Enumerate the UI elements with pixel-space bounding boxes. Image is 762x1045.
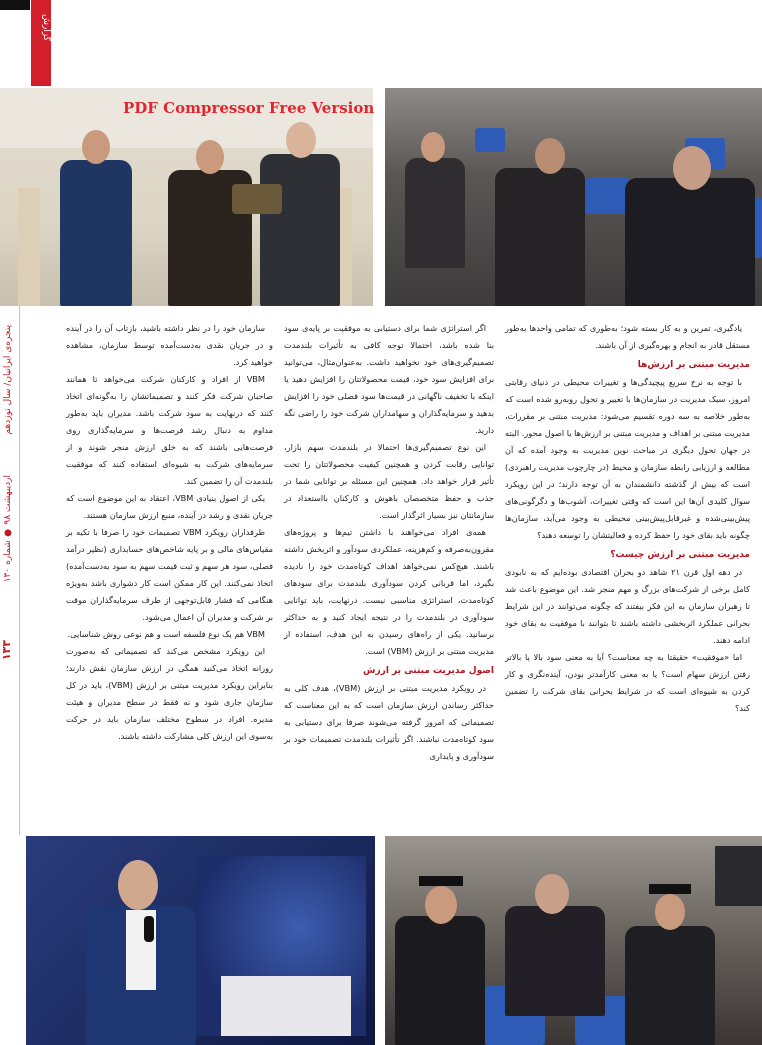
paragraph: در رویکرد مدیریت مبتنی بر ارزش (VBM)، هدف کلی به حداکثر رساندن ارزش سازمان است که به این معناست که تصمیماتی که امروز گرفته می‌شوند صرفا برای دستیابی به سود کوتاه‌مدت نباشند. اگر تأثیرات بلندمدت تصمیمات خود بر سودآوری و پایداری xyxy=(284,683,494,761)
article-column-2 xyxy=(284,320,494,765)
paragraph: VBM از افراد و کارکنان شرکت می‌خواهد تا همانند صاحبان شرکت فکر کنند و تصمیماتشان را به‌گونه‌ای اتخاذ کنند که درنهایت به سود شرکت باشد. مدیران باید به‌طور مداوم به دنبال رشد فرصت‌ها و سرمایه‌گذاری روی فرصت‌هایی باشند که به خلق ارزش منجر شوند و از سرمایه‌های شرکت به شیوه‌ای استفاده کنند که موفقیت بلندمدت آن را تضمین کند. xyxy=(66,374,273,486)
section-heading: اصول مدیریت مبتنی بر ارزش xyxy=(363,666,494,676)
paragraph: یکی از اصول بنیادی VBM، اعتقاد به این موضوع است که جریان نقدی و رشد در آینده، منبع ارزش سازمان هستند. xyxy=(66,493,273,520)
photo-award-ceremony xyxy=(0,88,373,306)
section-tab xyxy=(31,0,51,86)
paragraph: همه‌ی افراد می‌خواهند با داشتن تیم‌ها و پروژه‌های مقرون‌به‌صرفه و کم‌هزینه، عملکردی سودآور و اثربخش داشته باشند. هیچ‌کس نمی‌خواهد اهداف کوتاه‌مدت خود را نادیده بگیرد، اما قربانی کردن سودآوری بلندمدت برای سودهای کوتاه‌مدت، استراتژی مناسبی نیست. درنهایت، باید توانایی سودآوری در بلندمدت را در نتیجه ایجاد کنید و به حداکثر برسانید. یکی از راه‌های رسیدن به این هدف، استفاده از مدیریت مبتنی بر ارزش (VBM) است. xyxy=(284,527,494,656)
paragraph: VBM هم یک نوع فلسفه است و هم نوعی روش شناسایی. xyxy=(67,629,265,639)
paragraph: این رویکرد مشخص می‌کند که تصمیماتی که به‌صورت روزانه اتخاذ می‌کنید همگی در ارزش سازمان نقش دارند؛ بنابراین رویکرد مدیریت مبتنی بر ارزش (VBM)، باید در کل سازمان جاری شود و نه فقط در سطح مدیران و هیئت مدیره. افراد در سطوح مختلف سازمان باید در حرکت به‌سوی این ارزش کلی مشارکت داشته باشند. xyxy=(66,646,273,741)
article-column-3 xyxy=(66,320,273,745)
sidebar-rule xyxy=(19,305,20,835)
page-number: ۱۳۳ xyxy=(0,640,13,661)
paragraph: سازمان خود را در نظر داشته باشید، بازتاب آن را در آینده و در جریان نقدی به‌دست‌آمده توسط سازمان، مشاهده خواهید کرد. xyxy=(66,323,273,367)
watermark-text: PDF Compressor Free Version xyxy=(123,99,375,117)
paragraph: اما «موفقیت» حقیقتا به چه معناست؟ آیا به معنی سود بالا یا بالاتر رفتن ارزش سهام است؟ یا به معنی کارآمدتر بودن، آینده‌نگری و کار کردن به شیوه‌ای است که در شرایط بحرانی بقای شرکت را تضمین کند؟ xyxy=(505,652,750,713)
photo-speaker-microphone xyxy=(26,836,375,1045)
top-black-bar xyxy=(0,0,30,10)
paragraph: با توجه به نرخ سریع پیچیدگی‌ها و تغییرات محیطی در دنیای رقابتی امروز، سبک مدیریت در سازمان‌ها با تغییر و تحول روبه‌رو شده است که به‌طور خلاصه به سه دوره تقسیم می‌شود: مدیریت مبتنی بر مقررات، مدیریت مبتنی بر اهداف و مدیریت مبتنی بر ارزش‌ها یا اصول محور. البته در جهان تحول دیگری در مباحث نوین مدیریت به وجود آمده که آن مطالعه و ارزیابی رابطه سازمان و محیط (در چارچوب مدیریت راهبردی) است که بیش از گذشته دانشمندان به آن توجه دارند؛ در این رویکرد سوال کلیدی آن‌ها این است که وقتی تغییرات، آشوب‌ها و دگرگونی‌های پیش‌بینی‌شده و غیرقابل‌پیش‌بینی محیطی به وجود می‌آید، سازمان‌ها چگونه باید بقای خود را حفظ کرده و فعالیتشان را توسعه دهند؟ xyxy=(505,377,750,540)
article-column-1 xyxy=(505,320,750,717)
paragraph: یادگیری، تمرین و به کار بسته شود؛ به‌طوری که تمامی واحدها به‌طور مستقل قادر به انجام و بهره‌گیری از آن باشند. xyxy=(505,323,750,350)
paragraph: طرفداران رویکرد VBM تصمیمات خود را صرفا با تکیه بر مقیاس‌های مالی و بر پایه شاخص‌های حسابداری (نظیر درآمد فصلی، سود هر سهم و ثبت قیمت سهم به سود به‌دست‌آمده) اتخاذ نمی‌کنند. این کار ممکن است کار دشواری باشد به‌ویژه هنگامی که فشار قابل‌توجهی از طرف سرمایه‌گذاران موقت بر شرکت و مدیران آن اعمال می‌شود. xyxy=(66,527,273,622)
paragraph: این نوع تصمیم‌گیری‌ها احتمالا در بلندمدت سهم بازار، توانایی رقابت کردن و همچنین کیفیت محصولاتتان را تحت تأثیر قرار خواهد داد. همچنین این مسئله بر توانایی شما در جذب و حفظ متخصصان باهوش و کارکنان بااستعداد در سازمانتان نیز بسیار اثرگذار است. xyxy=(284,442,494,520)
paragraph: در دهه اول قرن ۲۱ شاهد دو بحران اقتصادی بوده‌ایم که به نابودی کامل برخی از شرکت‌های بزرگ و مهم منجر شد. این موضوع باعث شد تا رهبران سازمان به این فکر بیفتند که چگونه می‌توانند در این شرایط بحرانی عملکرد اثربخشی داشته باشند تا بتوانند با موفقیت به بقای خود ادامه دهند. xyxy=(505,567,750,645)
section-label: گزارش xyxy=(41,14,51,42)
section-heading: مدیریت مبتنی بر ارزش چیست؟ xyxy=(610,550,750,560)
section-heading: مدیریت مبتنی بر ارزش‌ها xyxy=(637,360,750,370)
magazine-title: پنجره‌ی ایرانیان/ سال نوزدهم xyxy=(3,325,13,435)
photo-audience-seated xyxy=(385,88,762,306)
photo-graduates-seated xyxy=(385,836,762,1045)
magazine-sidebar xyxy=(0,305,19,835)
paragraph: اگر استراتژی شما برای دستیابی به موفقیت بر پایه‌ی سود بنا شده باشد، احتمالا توجه کافی به تأثیرات بلندمدت تصمیم‌گیری‌های خود نخواهید داشت. به‌عنوان‌مثال، می‌توانید برای افزایش سود خود، قیمت محصولاتتان را افزایش دهید یا اینکه با تخفیف ناگهانی در قیمت‌ها سود فصلی خود را افزایش بدهید و سرمایه‌گذاران و سهامداران شرکت خود را راضی نگه دارید. xyxy=(284,323,494,435)
issue-info: اردیبهشت ۹۸ ● شماره ۱۳۰ xyxy=(3,475,13,583)
